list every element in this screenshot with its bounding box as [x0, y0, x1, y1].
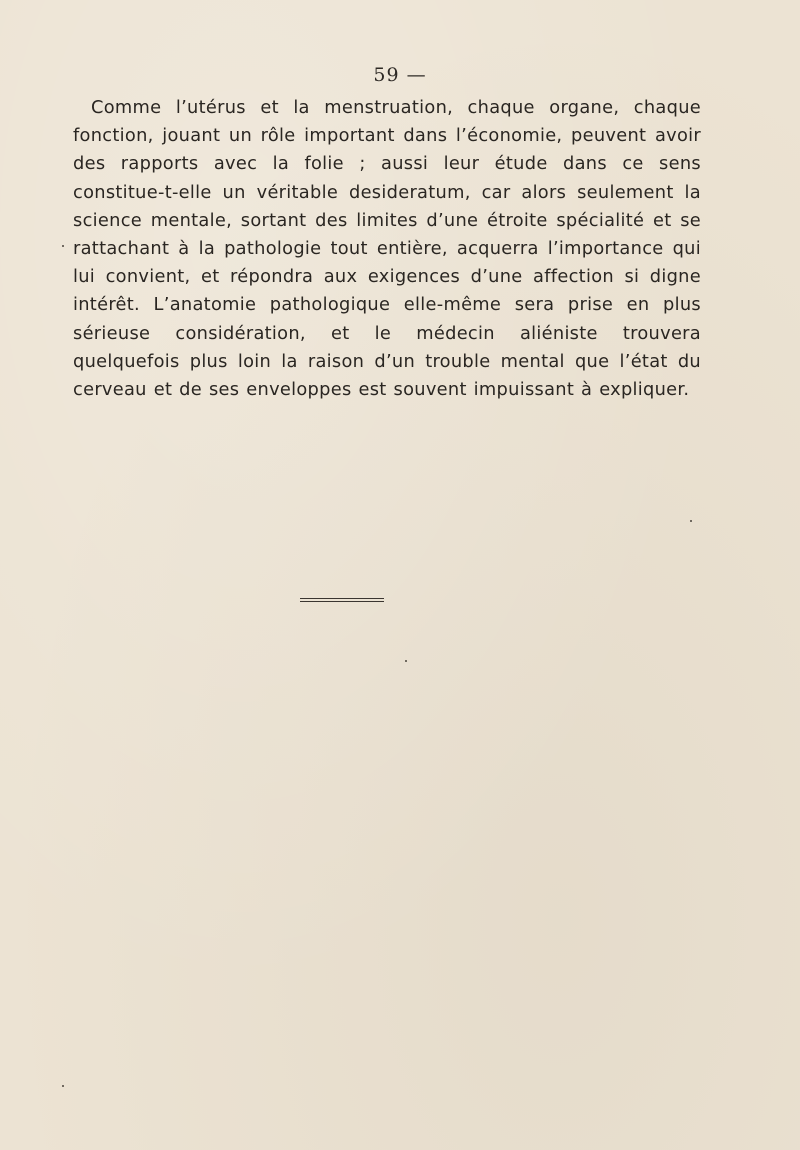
paper-speck — [62, 245, 64, 247]
page-number: 59 — — [373, 64, 427, 86]
paper-speck — [62, 1085, 64, 1087]
rule-line-bottom — [300, 601, 384, 602]
section-end-rule — [300, 598, 384, 602]
paper-speck — [405, 660, 407, 662]
paper-speck — [690, 520, 692, 522]
body-paragraph: Comme l’utérus et la menstruation, chaque organe, chaque fonction, jouant un rôle important dans l’économie, peuvent avoir des rapports avec la folie ; aussi leur étude dans ce sens constitue-t-elle un véritable desideratum, car alors seulement la science mentale, sortant des limites d’une étroite spécialité et se rattachant à la pathologie tout entière, acquerra l’importance qui lui convient, et répondra aux exigences d’une affection si digne intérêt. L’anatomie pathologique elle-même sera prise en plus sérieuse considération, et le médecin aliéniste trouvera quelquefois plus loin la raison d’un trouble mental que l’état du cerveau et de ses enveloppes est souvent impuissant à expliquer. — [73, 97, 701, 401]
rule-line-top — [300, 598, 384, 599]
